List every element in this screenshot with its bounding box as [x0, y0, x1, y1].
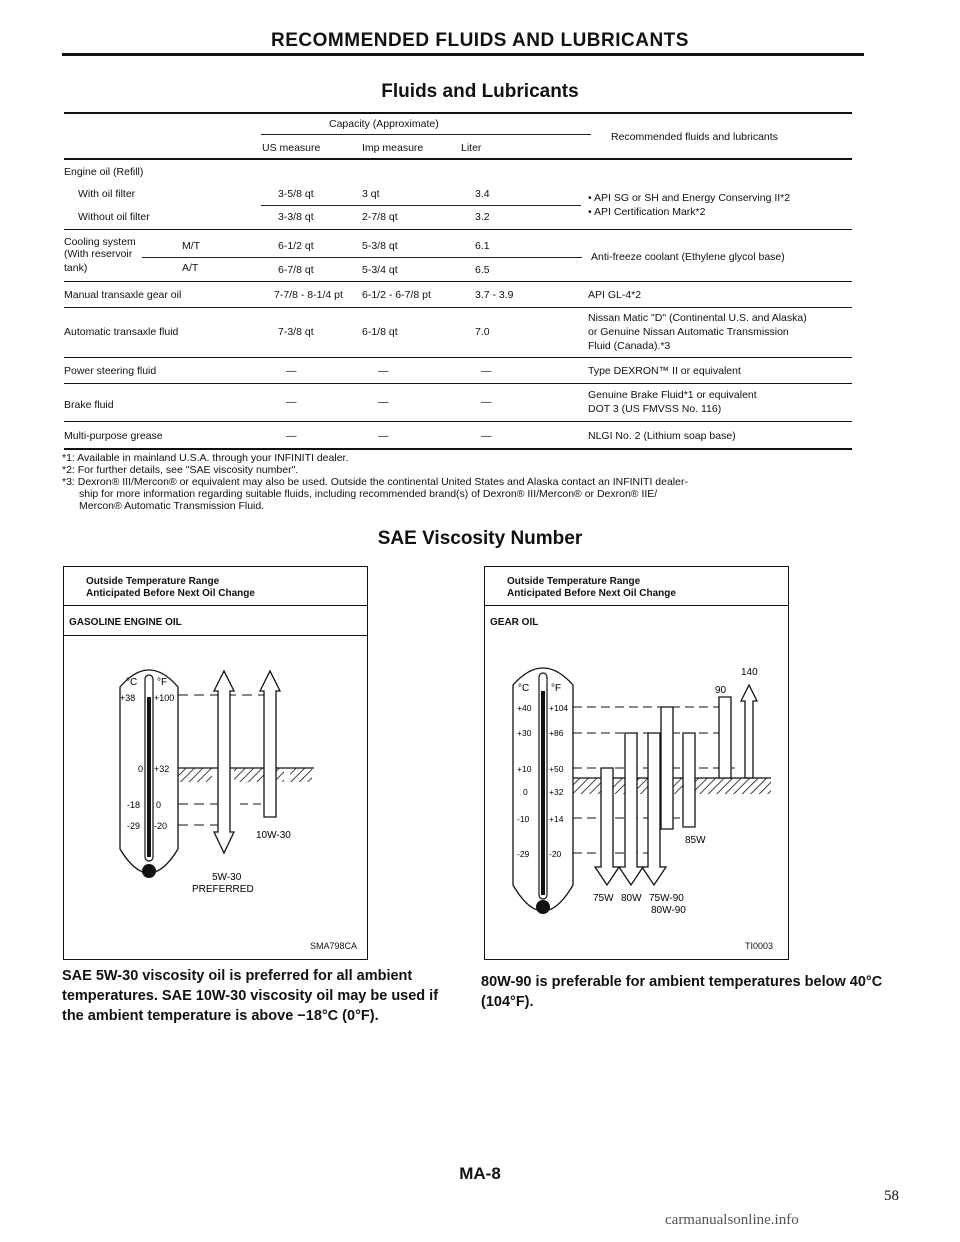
thermometer-bulb — [142, 864, 156, 878]
engine-figure-header-line-2: Anticipated Before Next Oil Change — [86, 588, 255, 599]
gear-oil-chart — [485, 567, 788, 959]
auto-transaxle-liter: 7.0 — [475, 326, 490, 338]
auto-transaxle-label: Automatic transaxle fluid — [64, 326, 179, 338]
freezing-band-segment-1 — [178, 768, 212, 782]
footnote-3-line-3: Mercon® Automatic Transmission Fluid. — [79, 500, 265, 512]
table-bottom-rule — [64, 448, 852, 450]
sae-section-title: SAE Viscosity Number — [377, 528, 583, 549]
grease-imp: — — [378, 430, 389, 442]
capacity-header: Capacity (Approximate) — [329, 118, 439, 130]
80w-range-arrow — [619, 733, 643, 885]
c-tick-40: +40 — [517, 703, 532, 713]
label-80w-90: 80W-90 — [651, 905, 686, 916]
cooling-bottom-rule — [64, 281, 852, 282]
manual-transaxle-liter: 3.7 - 3.9 — [475, 289, 514, 301]
10w30-range-arrow — [260, 671, 280, 817]
auto-transaxle-rec-2: or Genuine Nissan Automatic Transmission — [588, 326, 789, 338]
brake-bottom-rule — [64, 421, 852, 422]
footnote-3-line-2: ship for more information regarding suitable fluids, including recommended brand(s) of Dexron® III/Mercon® or Dexron® IIE/ — [79, 488, 658, 500]
liter-header: Liter — [461, 142, 482, 154]
auto-transaxle-rec-3: Fluid (Canada).*3 — [588, 340, 671, 352]
c-tick-minus18: -18 — [127, 800, 141, 810]
table-top-rule — [64, 112, 852, 114]
celsius-unit: °C — [518, 683, 530, 694]
thermometer-mercury — [541, 691, 545, 895]
cooling-at-imp: 5-3/4 qt — [362, 264, 398, 276]
c-tick-30: +30 — [517, 728, 532, 738]
gear-figure-header-line-2: Anticipated Before Next Oil Change — [507, 588, 676, 599]
brake-us: — — [286, 396, 297, 408]
gear-figure-subtitle: GEAR OIL — [490, 617, 539, 628]
power-steering-imp: — — [378, 365, 389, 377]
f-tick-minus20: -20 — [154, 821, 168, 831]
engine-oil-label: Engine oil (Refill) — [64, 166, 144, 178]
brake-imp: — — [378, 396, 389, 408]
footnotes — [62, 452, 862, 512]
manual-transaxle-label: Manual transaxle gear oil — [64, 289, 182, 301]
page-number: 58 — [884, 1188, 899, 1204]
f-tick-14: +14 — [549, 814, 564, 824]
freezing-band-segment-3 — [290, 768, 312, 782]
90-range-bar — [719, 697, 731, 778]
f-tick-100: +100 — [154, 693, 175, 703]
engine-figure-header-line-1: Outside Temperature Range — [86, 576, 220, 587]
grease-us: — — [286, 430, 297, 442]
engine-oil-mid-rule — [261, 205, 581, 206]
imp-measure-header: Imp measure — [362, 142, 424, 154]
5w30-range-arrow — [214, 671, 234, 853]
cooling-at-us: 6-7/8 qt — [278, 264, 314, 276]
cooling-at-label: A/T — [182, 262, 199, 274]
us-measure-header: US measure — [262, 142, 321, 154]
label-140: 140 — [741, 667, 758, 678]
label-90: 90 — [715, 685, 727, 696]
page-title: RECOMMENDED FLUIDS AND LUBRICANTS — [271, 30, 689, 51]
grease-rec: NLGI No. 2 (Lithium soap base) — [588, 430, 736, 442]
manual-transaxle-bottom-rule — [64, 307, 852, 308]
engine-oil-viscosity-figure — [63, 566, 368, 960]
85w-range-bar — [683, 733, 695, 827]
cooling-mt-liter: 6.1 — [475, 240, 490, 252]
f-tick-32: +32 — [154, 764, 170, 774]
with-filter-imp: 3 qt — [362, 188, 380, 200]
cooling-label-3: tank) — [64, 262, 88, 274]
engine-oil-caption: SAE 5W-30 viscosity oil is preferred for all ambient temperatures. SAE 10W-30 viscosity oil may be used if the ambient temperature is above −18°C (0°F). — [62, 968, 439, 1024]
brake-label: Brake fluid — [64, 399, 114, 411]
cooling-rec: Anti-freeze coolant (Ethylene glycol base) — [591, 251, 785, 263]
without-filter-imp: 2-7/8 qt — [362, 211, 398, 223]
c-tick-0: 0 — [138, 764, 144, 774]
cooling-mt-imp: 5-3/8 qt — [362, 240, 398, 252]
gear-figure-code: TI0003 — [745, 941, 774, 951]
label-10w30: 10W-30 — [256, 830, 291, 841]
auto-transaxle-us: 7-3/8 qt — [278, 326, 314, 338]
c-tick-minus29: -29 — [127, 821, 141, 831]
grease-label: Multi-purpose grease — [64, 430, 163, 442]
fluids-section-title: Fluids and Lubricants — [381, 81, 579, 102]
engine-oil-chart — [64, 567, 367, 959]
without-filter-liter: 3.2 — [475, 211, 490, 223]
c-tick-minus10: -10 — [517, 814, 530, 824]
capacity-header-rule — [261, 134, 591, 135]
engine-figure-code: SMA798CA — [310, 941, 358, 951]
engine-oil-rec-2: • API Certification Mark*2 — [588, 206, 706, 218]
page-reference: MA-8 — [459, 1164, 501, 1183]
cooling-at-liter: 6.5 — [475, 264, 490, 276]
f-tick-50: +50 — [549, 764, 564, 774]
label-75w-90: 75W-90 — [649, 893, 684, 904]
with-filter-liter: 3.4 — [475, 188, 490, 200]
c-tick-0: 0 — [523, 787, 528, 797]
auto-transaxle-bottom-rule — [64, 357, 852, 358]
with-filter-label: With oil filter — [78, 188, 136, 200]
label-80w: 80W — [621, 893, 642, 904]
fahrenheit-unit: °F — [157, 677, 168, 688]
thermometer-bulb — [536, 900, 550, 914]
brake-rec-2: DOT 3 (US FMVSS No. 116) — [588, 403, 722, 415]
thermometer-mercury — [147, 697, 151, 857]
power-steering-liter: — — [481, 365, 492, 377]
celsius-unit: °C — [126, 677, 138, 688]
80w-90-range-bar — [661, 707, 673, 829]
cooling-mid-rule — [142, 257, 582, 258]
auto-transaxle-rec-1: Nissan Matic "D" (Continental U.S. and Alaska) — [588, 312, 807, 324]
footnote-1: *1: Available in mainland U.S.A. through your INFINITI dealer. — [62, 452, 349, 464]
f-tick-0: 0 — [156, 800, 162, 810]
cooling-mt-label: M/T — [182, 240, 201, 252]
power-steering-us: — — [286, 365, 297, 377]
140-range-arrow — [741, 685, 757, 778]
manual-transaxle-us: 7-7/8 - 8-1/4 pt — [274, 289, 343, 301]
c-tick-10: +10 — [517, 764, 532, 774]
brake-rec-1: Genuine Brake Fluid*1 or equivalent — [588, 389, 757, 401]
cooling-label-2: (With reservoir — [64, 248, 133, 260]
cooling-mt-us: 6-1/2 qt — [278, 240, 314, 252]
manual-transaxle-imp: 6-1/2 - 6-7/8 pt — [362, 289, 431, 301]
without-filter-label: Without oil filter — [78, 211, 150, 223]
title-rule — [62, 53, 864, 56]
power-steering-label: Power steering fluid — [64, 365, 157, 377]
power-steering-rec: Type DEXRON™ II or equivalent — [588, 365, 741, 377]
label-85w: 85W — [685, 835, 706, 846]
f-tick-minus20: -20 — [549, 849, 562, 859]
footnote-2: *2: For further details, see "SAE viscosity number". — [62, 464, 299, 476]
engine-oil-rec-1: • API SG or SH and Energy Conserving II*2 — [588, 192, 791, 204]
without-filter-us: 3-3/8 qt — [278, 211, 314, 223]
engine-oil-bottom-rule — [64, 229, 852, 230]
gear-figure-header-line-1: Outside Temperature Range — [507, 576, 641, 587]
footnote-3: *3: Dexron® III/Mercon® or equivalent may also be used. Outside the continental United States and Alaska contact an INFINITI dealer- — [62, 476, 688, 488]
label-preferred: PREFERRED — [192, 884, 254, 895]
gear-oil-caption: 80W-90 is preferable for ambient temperatures below 40°C (104°F). — [481, 974, 883, 1010]
f-tick-104: +104 — [549, 703, 569, 713]
f-tick-86: +86 — [549, 728, 564, 738]
c-tick-38: +38 — [120, 693, 136, 703]
auto-transaxle-imp: 6-1/8 qt — [362, 326, 398, 338]
power-steering-bottom-rule — [64, 383, 852, 384]
grease-liter: — — [481, 430, 492, 442]
engine-figure-subtitle: GASOLINE ENGINE OIL — [69, 617, 182, 628]
c-tick-minus29: -29 — [517, 849, 530, 859]
gear-oil-viscosity-figure — [484, 566, 789, 960]
header-bottom-rule — [64, 158, 852, 160]
fahrenheit-unit: °F — [551, 683, 562, 694]
label-5w30: 5W-30 — [212, 872, 242, 883]
f-tick-32: +32 — [549, 787, 564, 797]
site-watermark: carmanualsonline.info — [665, 1212, 799, 1228]
label-75w: 75W — [593, 893, 614, 904]
with-filter-us: 3-5/8 qt — [278, 188, 314, 200]
manual-transaxle-rec: API GL-4*2 — [588, 289, 642, 301]
recommended-header: Recommended fluids and lubricants — [611, 131, 778, 143]
brake-liter: — — [481, 396, 492, 408]
cooling-label-1: Cooling system — [64, 236, 136, 248]
